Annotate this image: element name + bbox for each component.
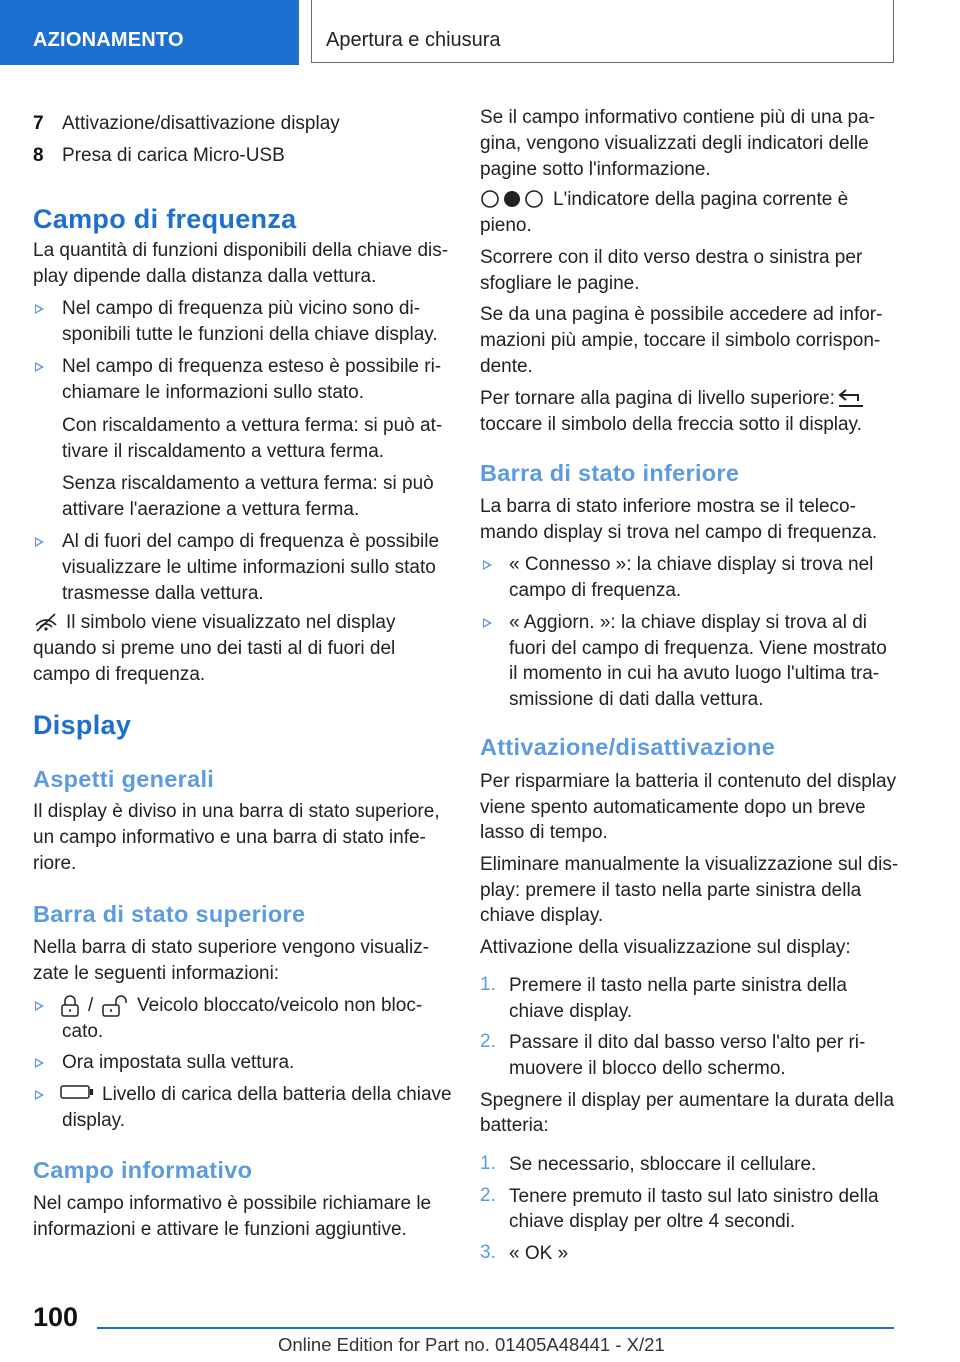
bullet-text: sponibili tutte le funzioni della chiave display.	[62, 324, 438, 345]
heading-display: Display	[33, 710, 132, 740]
paragraph: lasso di tempo.	[480, 822, 608, 843]
paragraph: un campo informativo e una barra di stato infe-	[33, 827, 426, 848]
paragraph: Se da una pagina è possibile accedere ad infor-	[480, 304, 883, 325]
bullet-text: Veicolo bloccato/veicolo non bloc-	[137, 995, 423, 1016]
list-number: 1.	[480, 974, 496, 995]
paragraph: quando si preme uno dei tasti al di fuori del	[33, 638, 396, 659]
paragraph: batteria:	[480, 1115, 549, 1136]
paragraph: play dipende dalla distanza dalla vettura.	[33, 266, 377, 287]
paragraph: L'indicatore della pagina corrente è	[553, 189, 849, 210]
list-text: Premere il tasto nella parte sinistra della	[509, 975, 847, 996]
paragraph: Scorrere con il dito verso destra o sinistra per	[480, 247, 863, 268]
paragraph: pieno.	[480, 215, 532, 236]
section-title: AZIONAMENTO	[33, 29, 184, 51]
bullet-text: il momento in cui ha avuto luogo l'ultima tra-	[509, 663, 880, 684]
list-number: 1.	[480, 1153, 496, 1174]
paragraph: mando display si trova nel campo di frequenza.	[480, 522, 878, 543]
item-number: 8	[33, 145, 44, 166]
list-text: Se necessario, sbloccare il cellulare.	[509, 1154, 817, 1175]
bullet-text: attivare l'aerazione a vettura ferma.	[62, 499, 360, 520]
no-signal-icon	[33, 612, 59, 632]
paragraph: La quantità di funzioni disponibili della chiave dis-	[33, 240, 449, 261]
paragraph: Nel campo informativo è possibile richiamare le	[33, 1193, 432, 1214]
paragraph: informazioni e attivare le funzioni aggiuntive.	[33, 1219, 407, 1240]
paragraph: sfogliare le pagine.	[480, 273, 640, 294]
list-text: chiave display per oltre 4 secondi.	[509, 1211, 796, 1232]
item-number: 7	[33, 113, 44, 134]
paragraph: mazioni più ampie, toccare il simbolo corrispon-	[480, 330, 881, 351]
bullet-text: display.	[62, 1110, 126, 1131]
paragraph: Eliminare manualmente la visualizzazione sul dis-	[480, 854, 899, 875]
paragraph: Per tornare alla pagina di livello superiore:	[480, 388, 835, 409]
list-text: Tenere premuto il tasto sul lato sinistro della	[509, 1186, 879, 1207]
heading-campo-informativo: Campo informativo	[33, 1157, 253, 1183]
bullet-text: Livello di carica della batteria della chiave	[102, 1084, 452, 1105]
list-text: Passare il dito dal basso verso l'alto per ri-	[509, 1032, 866, 1053]
bullet-text: chiamare le informazioni sullo stato.	[62, 382, 365, 403]
paragraph: dente.	[480, 356, 533, 377]
bullet-triangle-icon	[35, 1058, 44, 1068]
paragraph: viene spento automaticamente dopo un breve	[480, 797, 866, 818]
footer-edition: Online Edition for Part no. 01405A48441 - X/21	[278, 1334, 665, 1355]
bullet-triangle-icon	[35, 1090, 44, 1100]
bullet-text: Con riscaldamento a vettura ferma: si può at-	[62, 415, 443, 436]
bullet-text: fuori del campo di frequenza. Viene mostrato	[509, 638, 887, 659]
chapter-title: Apertura e chiusura	[326, 29, 501, 51]
back-arrow-icon	[837, 387, 865, 409]
bullet-triangle-icon	[35, 304, 44, 314]
battery-icon	[60, 1084, 94, 1100]
slash-separator: /	[88, 995, 94, 1016]
page-indicator-icon	[480, 188, 546, 210]
bullet-triangle-icon	[35, 362, 44, 372]
bullet-text: Nel campo di frequenza più vicino sono di-	[62, 298, 421, 319]
unlocked-icon	[102, 994, 128, 1018]
item-text: Attivazione/disattivazione display	[62, 113, 340, 134]
paragraph: La barra di stato inferiore mostra se il teleco-	[480, 496, 856, 517]
paragraph: Per risparmiare la batteria il contenuto del display	[480, 771, 897, 792]
paragraph: Nella barra di stato superiore vengono visualiz-	[33, 937, 430, 958]
item-text: Presa di carica Micro-USB	[62, 145, 285, 166]
heading-attivazione: Attivazione/disattivazione	[480, 734, 776, 760]
footer-divider	[97, 1327, 894, 1329]
locked-icon	[60, 994, 80, 1018]
bullet-text: Nel campo di frequenza esteso è possibile ri-	[62, 356, 442, 377]
list-text: chiave display.	[509, 1001, 633, 1022]
bullet-text: Senza riscaldamento a vettura ferma: si può	[62, 473, 434, 494]
paragraph: riore.	[33, 853, 77, 874]
bullet-text: « Aggiorn. »: la chiave display si trova al di	[509, 612, 868, 633]
paragraph: zate le seguenti informazioni:	[33, 963, 280, 984]
list-text: « OK »	[509, 1243, 569, 1264]
chapter-tab	[311, 0, 894, 63]
page-number: 100	[33, 1302, 79, 1332]
paragraph: Il simbolo viene visualizzato nel display	[66, 612, 396, 633]
section-tab	[0, 0, 299, 65]
list-number: 3.	[480, 1242, 496, 1263]
bullet-text: campo di frequenza.	[509, 580, 682, 601]
bullet-text: trasmesse dalla vettura.	[62, 583, 264, 604]
paragraph: Il display è diviso in una barra di stato superiore,	[33, 801, 440, 822]
bullet-triangle-icon	[483, 560, 492, 570]
paragraph: Se il campo informativo contiene più di una pa-	[480, 107, 876, 128]
bullet-text: visualizzare le ultime informazioni sullo stato	[62, 557, 436, 578]
bullet-text: Al di fuori del campo di frequenza è possibile	[62, 531, 440, 552]
list-number: 2.	[480, 1031, 496, 1052]
bullet-triangle-icon	[483, 618, 492, 628]
bullet-text: smissione di dati dalla vettura.	[509, 689, 764, 710]
paragraph: pagine sotto l'informazione.	[480, 159, 711, 180]
paragraph: campo di frequenza.	[33, 664, 206, 685]
list-text: muovere il blocco dello schermo.	[509, 1058, 786, 1079]
list-number: 2.	[480, 1185, 496, 1206]
paragraph: gina, vengono visualizzati degli indicatori delle	[480, 133, 869, 154]
paragraph: chiave display.	[480, 905, 604, 926]
bullet-text: cato.	[62, 1021, 104, 1042]
paragraph: toccare il simbolo della freccia sotto il display.	[480, 414, 862, 435]
heading-campo-frequenza: Campo di frequenza	[33, 204, 297, 234]
heading-aspetti-generali: Aspetti generali	[33, 766, 215, 792]
bullet-text: Ora impostata sulla vettura.	[62, 1052, 295, 1073]
paragraph: Attivazione della visualizzazione sul display:	[480, 937, 851, 958]
bullet-triangle-icon	[35, 537, 44, 547]
bullet-text: « Connesso »: la chiave display si trova nel	[509, 554, 874, 575]
paragraph: play: premere il tasto nella parte sinistra della	[480, 880, 862, 901]
heading-barra-superiore: Barra di stato superiore	[33, 901, 306, 927]
heading-barra-inferiore: Barra di stato inferiore	[480, 460, 740, 486]
bullet-triangle-icon	[35, 1001, 44, 1011]
paragraph: Spegnere il display per aumentare la durata della	[480, 1090, 895, 1111]
bullet-text: tivare il riscaldamento a vettura ferma.	[62, 441, 385, 462]
